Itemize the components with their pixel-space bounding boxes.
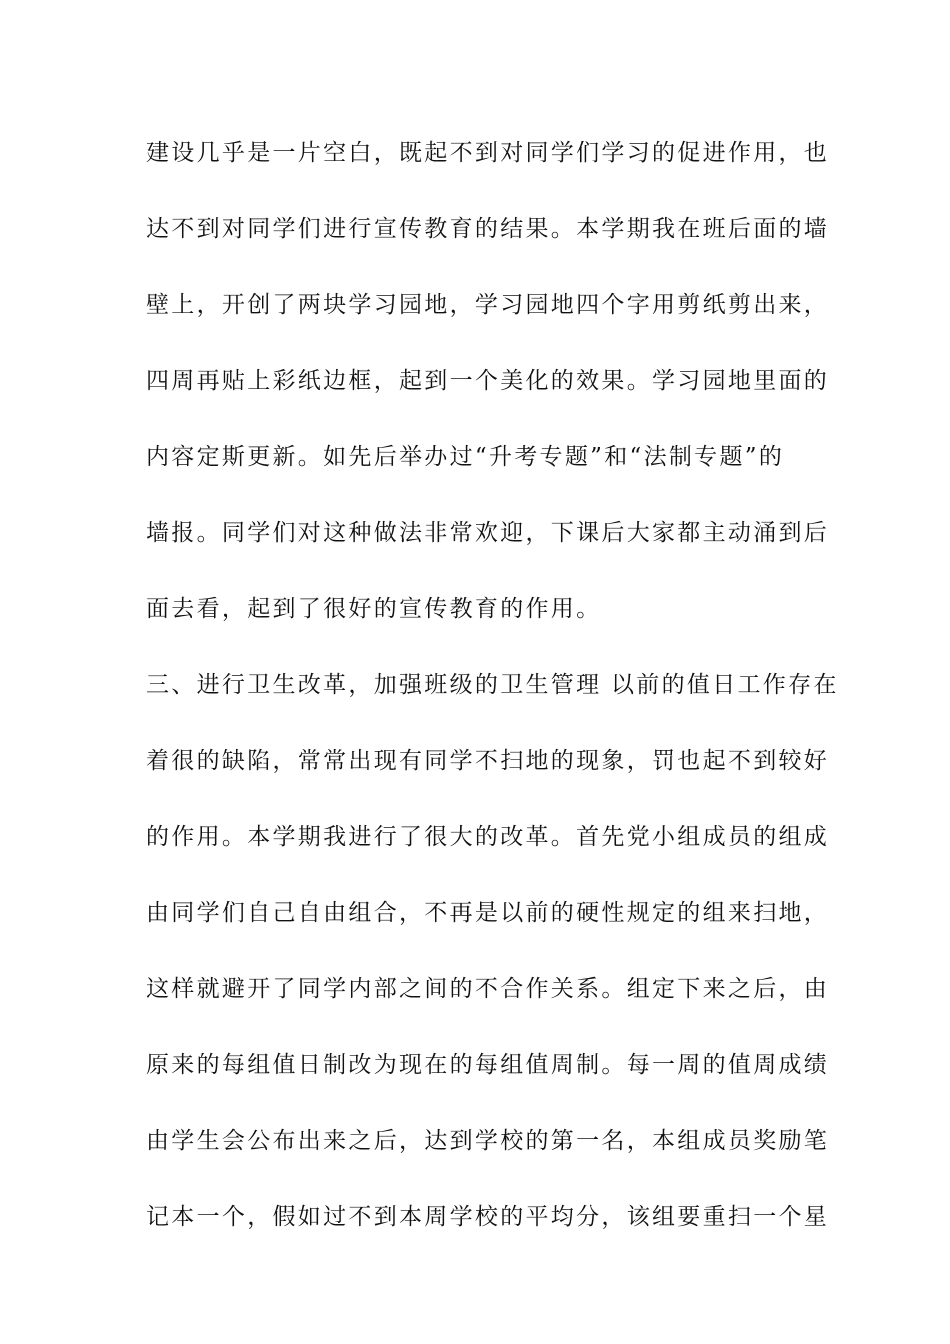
text-line: 这样就避开了同学内部之间的不合作关系。组定下来之后，由 bbox=[146, 976, 830, 1002]
text-line: 壁上，开创了两块学习园地，学习园地四个字用剪纸剪出来， bbox=[146, 292, 830, 318]
text-line: 由同学们自己自由组合，不再是以前的硬性规定的组来扫地， bbox=[146, 900, 830, 926]
text-line: 达不到对同学们进行宣传教育的结果。本学期我在班后面的墙 bbox=[146, 216, 830, 242]
text-line: 墙报。同学们对这种做法非常欢迎，下课后大家都主动涌到后 bbox=[146, 520, 830, 546]
text-line: 由学生会公布出来之后，达到学校的第一名，本组成员奖励笔 bbox=[146, 1128, 830, 1154]
text-line: 着很的缺陷，常常出现有同学不扫地的现象，罚也起不到较好 bbox=[146, 748, 830, 774]
text-line: 建设几乎是一片空白，既起不到对同学们学习的促进作用，也 bbox=[146, 140, 830, 166]
text-line: 记本一个，假如过不到本周学校的平均分，该组要重扫一个星 bbox=[146, 1204, 830, 1230]
text-line: 面去看，起到了很好的宣传教育的作用。 bbox=[146, 596, 602, 622]
text-line: 内容定斯更新。如先后举办过“升考专题”和“法制专题”的 bbox=[146, 444, 785, 470]
text-line: 原来的每组值日制改为现在的每组值周制。每一周的值周成绩 bbox=[146, 1052, 830, 1078]
section-heading-line: 三、进行卫生改革，加强班级的卫生管理 以前的值日工作存在 bbox=[146, 672, 839, 698]
text-line: 四周再贴上彩纸边框，起到一个美化的效果。学习园地里面的 bbox=[146, 368, 830, 394]
text-line: 的作用。本学期我进行了很大的改革。首先党小组成员的组成 bbox=[146, 824, 830, 850]
document-body bbox=[146, 129, 839, 1269]
